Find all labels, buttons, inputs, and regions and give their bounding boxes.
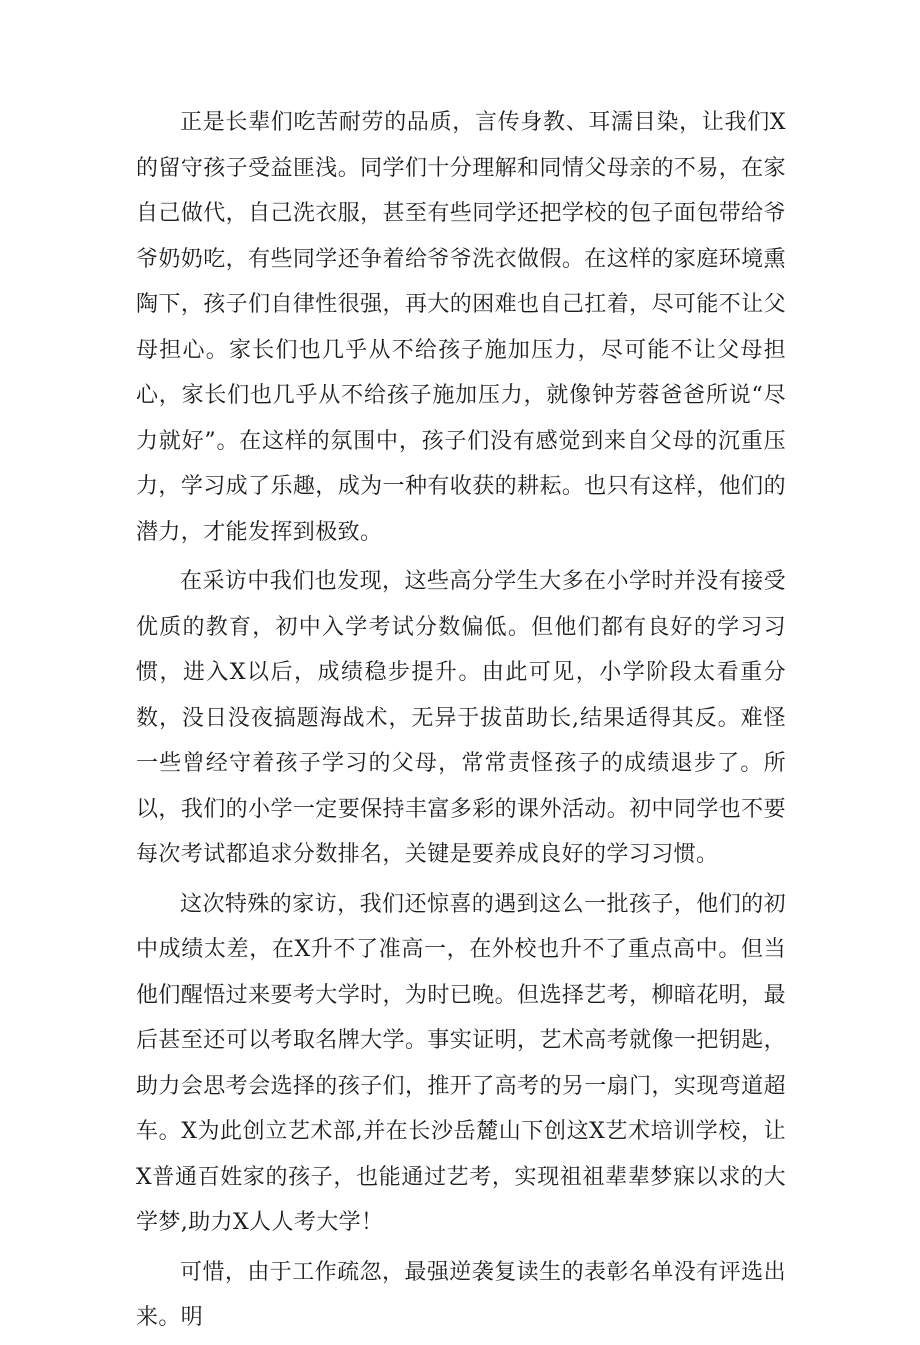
paragraph-1: 正是长辈们吃苦耐劳的品质，言传身教、耳濡目染，让我们X的留守孩子受益匪浅。同学们十分理解和同情父母亲的不易，在家自己做代，自己洗衣服，甚至有些同学还把学校的包子面包带给爷爷奶奶吃，有些同学还争着给爷爷洗衣做假。在这样的家庭环境熏陶下，孩子们自律性很强，再大的困难也自己扛着，尽可能不让父母担心。家长们也几乎从不给孩子施加压力，尽可能不让父母担心，家长们也几乎从不给孩子施加压力，就像钟芳蓉爸爸所说“尽力就好”。在这样的氛围中，孩子们没有感觉到来自父母的沉重压力，学习成了乐趣，成为一种有收获的耕耘。也只有这样，他们的潜力，才能发挥到极致。 xyxy=(136,110,786,545)
paragraph-4: 可惜，由于工作疏忽，最强逆袭复读生的表彰名单没有评选出来。明 xyxy=(136,1259,786,1330)
paragraph-2: 在采访中我们也发现，这些高分学生大多在小学时并没有接受优质的教育，初中入学考试分数偏低。但他们都有良好的学习习惯，进入X以后，成绩稳步提升。由此可见，小学阶段太看重分数，没日没夜搞题海战术，无异于拔苗助长,结果适得其反。难怪一些曾经守着孩子学习的父母，常常责怪孩子的成绩退步了。所以，我们的小学一定要保持丰富多彩的课外活动。初中同学也不要每次考试都追求分数排名，关键是要养成良好的学习习惯。 xyxy=(136,569,786,867)
document-body xyxy=(136,100,786,1345)
paragraph-3: 这次特殊的家访，我们还惊喜的遇到这么一批孩子，他们的初中成绩太差，在X升不了准高一，在外校也升不了重点高中。但当他们醒悟过来要考大学时，为时已晚。但选择艺考，柳暗花明，最后甚至还可以考取名牌大学。事实证明，艺术高考就像一把钥匙，助力会思考会选择的孩子们，推开了高考的另一扇门，实现弯道超车。X为此创立艺术部,并在长沙岳麓山下创这X艺术培训学校，让X普通百姓家的孩子，也能通过艺考，实现祖祖辈辈梦寐以求的大学梦,助力X人人考大学！ xyxy=(136,891,786,1235)
